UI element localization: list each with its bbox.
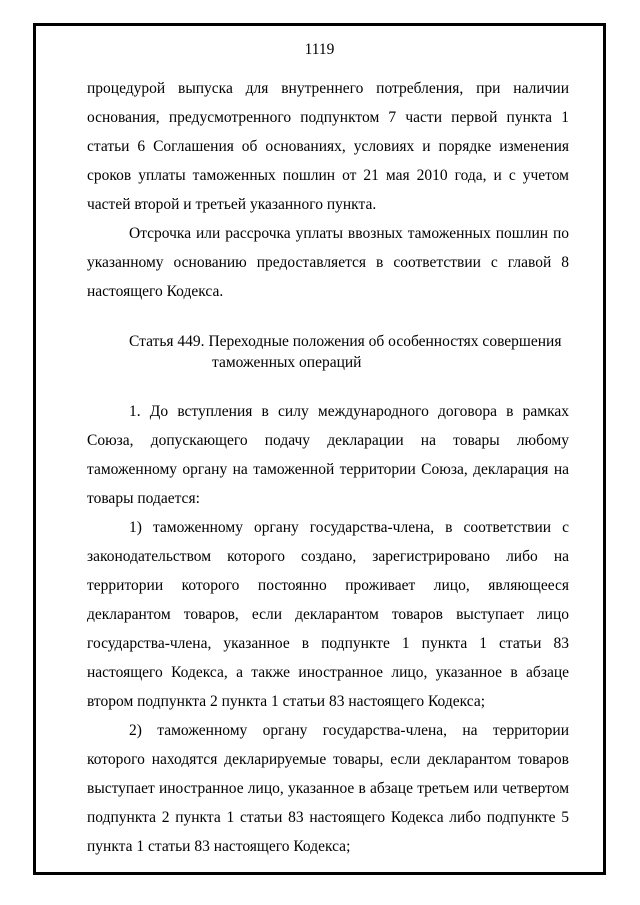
subclause-1-2: 2) таможенному органу государства-члена, на территории которого находятся декларируемые товары, если декларантом товаров выступает иностранное лицо, указанное в абзаце третьем или четвертом подпункта 2 пункта 1 статьи 83 настоящего Кодекса либо подпункте 5 пункта 1 статьи 83 настоящего Кодекса;	[87, 722, 569, 855]
paragraph-continuation: процедурой выпуска для внутреннего потребления, при наличии основания, предусмотренного подпунктом 7 части первой пункта 1 статьи 6 Соглашения об основаниях, условиях и порядке изменения сроков уплаты таможенных пошлин от 21 мая 2010 года, и с учетом частей второй и третьей указанного пункта.	[87, 80, 569, 213]
paragraph-deferral: Отсрочка или рассрочка уплаты ввозных таможенных пошлин по указанному основанию предоставляется в соответствии с главой 8 настоящего Кодекса.	[87, 225, 569, 300]
subclause-1-1: 1) таможенному органу государства-члена, в соответствии с законодательством которого создано, зарегистрировано либо на территории которого постоянно проживает лицо, являющееся декларантом товаров, если декларантом товаров выступает лицо государства-члена, указанное в подпункте 1 пункта 1 статьи 83 настоящего Кодекса, а также иностранное лицо, указанное в абзаце втором подпункта 2 пункта 1 статьи 83 настоящего Кодекса;	[87, 519, 569, 710]
article-label: Статья 449.	[129, 333, 205, 350]
article-heading	[87, 331, 569, 373]
page-frame	[33, 23, 606, 875]
article-title-line1: Переходные положения об особенностях совершения	[208, 333, 562, 350]
page-number: 1119	[304, 41, 335, 58]
article-title-line2: таможенных операций	[212, 354, 362, 371]
document-body	[87, 74, 569, 861]
clause-1: 1. До вступления в силу международного договора в рамках Союза, допускающего подачу декларации на товары любому таможенному органу на таможенной территории Союза, декларация на товары подается:	[87, 403, 569, 507]
